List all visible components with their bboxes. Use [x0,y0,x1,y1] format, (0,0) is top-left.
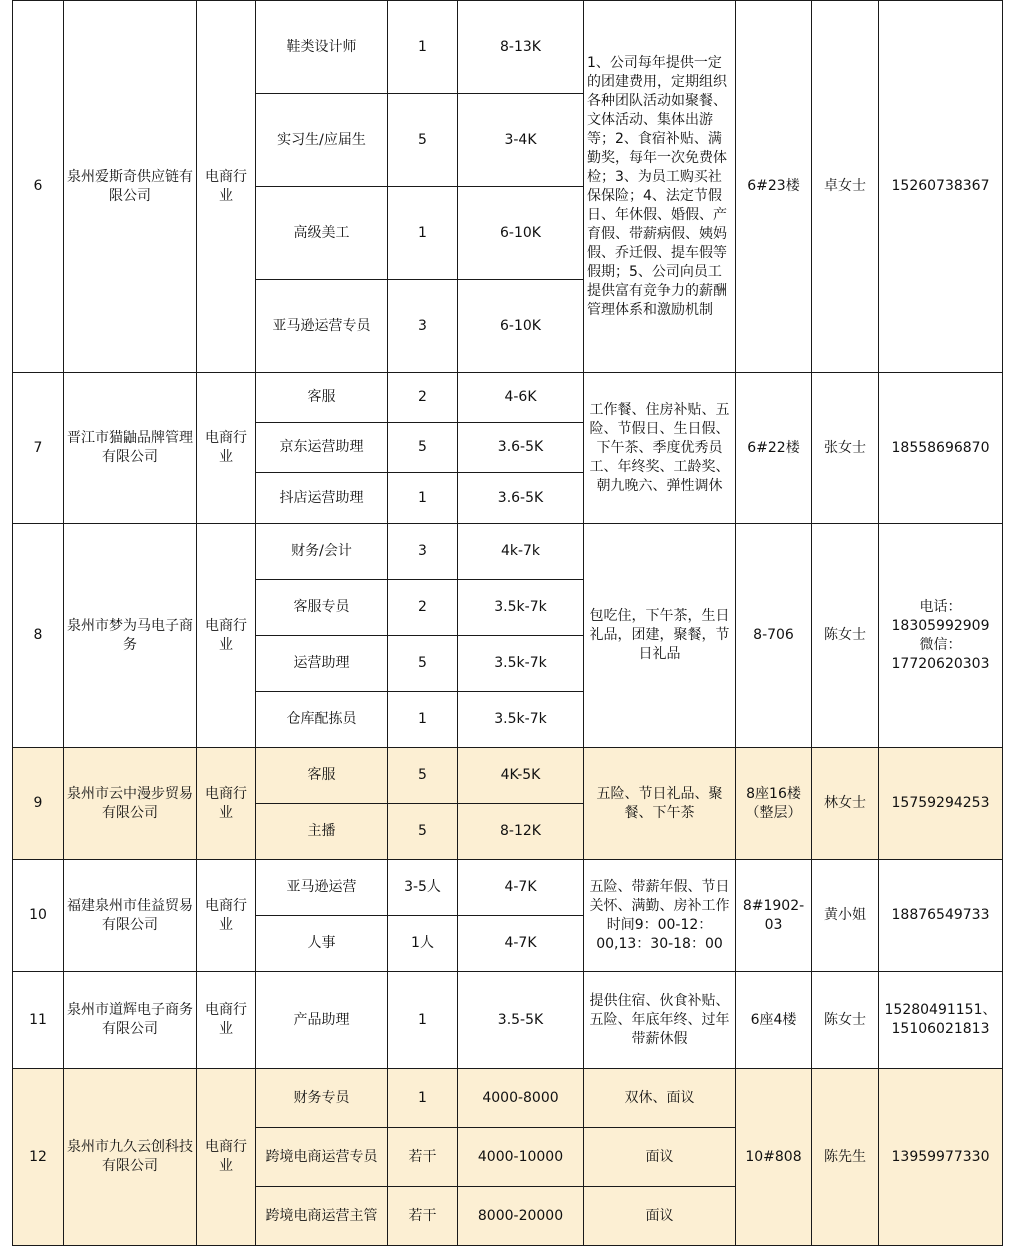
phone-number: 15106021813 [891,1021,990,1037]
company-row-7 [13,373,1003,423]
row-number: 6 [13,1,64,373]
company-row-10 [13,860,1003,916]
job-salary: 3-4K [458,94,584,187]
job-count: 3-5人 [388,860,458,916]
benefits: 1、公司每年提供一定的团建费用，定期组织各种团队活动如聚餐、文体活动、集体出游等；2、食宿补贴、满勤奖，每年一次免费体检；3、为员工购买社保保险；4、法定节假日、年休假、婚假、产育假、带薪病假、姨妈假、乔迁假、提车假等假期；5、公司向员工提供富有竞争力的薪酬管理体系和激励机制 [584,1,736,373]
wechat-label: 微信： [919,636,962,653]
contact-person: 陈女士 [812,972,879,1069]
job-title: 跨境电商运营主管 [256,1187,388,1246]
job-salary: 3.5k-7k [458,636,584,692]
company-row-9 [13,748,1003,804]
company-name: 泉州爱斯奇供应链有限公司 [64,1,197,373]
job-title: 抖店运营助理 [256,473,388,524]
job-count: 5 [388,804,458,860]
phone [879,972,1003,1069]
job-salary: 4000-8000 [458,1069,584,1128]
job-count: 2 [388,580,458,636]
company-name: 泉州市道辉电子商务有限公司 [64,972,197,1069]
phone: 13959977330 [879,1069,1003,1246]
row-number: 12 [13,1069,64,1246]
job-count: 2 [388,373,458,423]
job-count: 1 [388,473,458,524]
job-title: 亚马逊运营 [256,860,388,916]
job-salary: 4K-5K [458,748,584,804]
industry: 电商行业 [197,524,256,748]
job-count: 1 [388,1,458,94]
company-name: 泉州市梦为马电子商务 [64,524,197,748]
job-title: 客服专员 [256,580,388,636]
address: 10#808 [736,1069,812,1246]
company-name: 泉州市九久云创科技有限公司 [64,1069,197,1246]
job-count: 5 [388,636,458,692]
job-title: 运营助理 [256,636,388,692]
benefits: 双休、面议 [584,1069,736,1128]
job-listing-table [12,0,1003,1246]
industry: 电商行业 [197,373,256,524]
row-number: 10 [13,860,64,972]
job-salary: 4000-10000 [458,1128,584,1187]
job-title: 人事 [256,916,388,972]
job-title: 客服 [256,373,388,423]
job-salary: 3.5k-7k [458,692,584,748]
phone: 18558696870 [879,373,1003,524]
job-count: 1 [388,1069,458,1128]
job-count: 3 [388,524,458,580]
job-count: 1 [388,972,458,1069]
contact-person: 陈先生 [812,1069,879,1246]
company-row-6 [13,1,1003,94]
job-title: 鞋类设计师 [256,1,388,94]
contact-person: 卓女士 [812,1,879,373]
job-salary: 3.6-5K [458,423,584,473]
row-number: 11 [13,972,64,1069]
address: 8#1902-03 [736,860,812,972]
job-salary: 8000-20000 [458,1187,584,1246]
job-title: 财务专员 [256,1069,388,1128]
address: 8-706 [736,524,812,748]
job-salary: 3.5-5K [458,972,584,1069]
address: 8座16楼（整层） [736,748,812,860]
job-title: 财务/会计 [256,524,388,580]
job-salary: 6-10K [458,280,584,373]
job-title: 高级美工 [256,187,388,280]
benefits: 面议 [584,1187,736,1246]
industry: 电商行业 [197,860,256,972]
job-count: 1 [388,692,458,748]
company-name: 泉州市云中漫步贸易有限公司 [64,748,197,860]
job-salary: 4-7K [458,860,584,916]
job-count: 若干 [388,1187,458,1246]
job-count: 5 [388,748,458,804]
job-title: 亚马逊运营专员 [256,280,388,373]
phone: 18876549733 [879,860,1003,972]
phone: 15759294253 [879,748,1003,860]
contact-person: 陈女士 [812,524,879,748]
job-count: 1 [388,187,458,280]
phone-label: 电话： [919,598,962,615]
job-count: 1人 [388,916,458,972]
industry: 电商行业 [197,748,256,860]
phone-number: 15280491151、 [884,1002,997,1018]
row-number: 9 [13,748,64,860]
job-salary: 3.5k-7k [458,580,584,636]
job-count: 5 [388,423,458,473]
industry: 电商行业 [197,972,256,1069]
benefits: 工作餐、住房补贴、五险、节假日、生日假、下午茶、季度优秀员工、年终奖、工龄奖、朝九晚六、弹性调休 [584,373,736,524]
job-title: 京东运营助理 [256,423,388,473]
job-title: 主播 [256,804,388,860]
contact-person: 林女士 [812,748,879,860]
benefits: 提供住宿、伙食补贴、五险、年底年终、过年带薪休假 [584,972,736,1069]
job-salary: 8-12K [458,804,584,860]
job-salary: 6-10K [458,187,584,280]
job-count: 5 [388,94,458,187]
job-count: 3 [388,280,458,373]
job-count: 若干 [388,1128,458,1187]
job-title: 仓库配拣员 [256,692,388,748]
industry: 电商行业 [197,1069,256,1246]
company-name: 福建泉州市佳益贸易有限公司 [64,860,197,972]
job-salary: 4-6K [458,373,584,423]
job-title: 实习生/应届生 [256,94,388,187]
phone: 15260738367 [879,1,1003,373]
company-row-11 [13,972,1003,1069]
benefits: 五险、带薪年假、节日关怀、满勤、房补工作时间9：00-12：00,13：30-18：00 [584,860,736,972]
industry: 电商行业 [197,1,256,373]
benefits: 五险、节日礼品、聚餐、下午茶 [584,748,736,860]
wechat-number: 17720620303 [891,655,990,672]
job-salary: 3.6-5K [458,473,584,524]
row-number: 8 [13,524,64,748]
phone-wechat [879,524,1003,748]
benefits: 包吃住，下午茶，生日礼品，团建，聚餐，节日礼品 [584,524,736,748]
job-title: 产品助理 [256,972,388,1069]
row-number: 7 [13,373,64,524]
address: 6座4楼 [736,972,812,1069]
job-title: 跨境电商运营专员 [256,1128,388,1187]
company-row-8 [13,524,1003,580]
company-name: 晋江市猫鼬品牌管理有限公司 [64,373,197,524]
job-salary: 8-13K [458,1,584,94]
address: 6#23楼 [736,1,812,373]
contact-person: 张女士 [812,373,879,524]
job-salary: 4k-7k [458,524,584,580]
address: 6#22楼 [736,373,812,524]
job-title: 客服 [256,748,388,804]
phone-number: 18305992909 [891,617,990,634]
job-salary: 4-7K [458,916,584,972]
contact-person: 黄小姐 [812,860,879,972]
benefits: 面议 [584,1128,736,1187]
company-row-12 [13,1069,1003,1128]
